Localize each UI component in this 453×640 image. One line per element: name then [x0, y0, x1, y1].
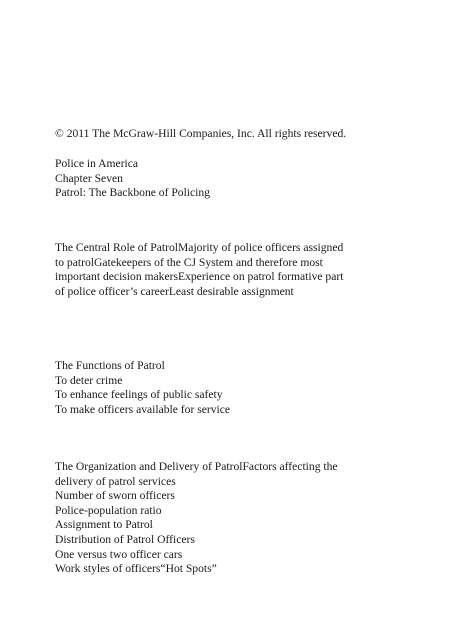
copyright-text: © 2011 The McGraw-Hill Companies, Inc. All rights reserved.: [55, 127, 347, 140]
list-item: Number of sworn officers: [55, 489, 175, 503]
list-item: Distribution of Patrol Officers: [55, 532, 195, 546]
book-title: Police in America: [55, 157, 139, 170]
chapter-number: Chapter Seven: [55, 171, 123, 185]
list-item: Assignment to Patrol: [55, 518, 153, 532]
list-item: To make officers available for service: [55, 402, 231, 416]
chapter-title: Patrol: The Backbone of Policing: [55, 186, 210, 200]
organization-delivery-list: [55, 460, 395, 577]
list-item: To enhance feelings of public safety: [55, 388, 223, 402]
paragraph-line: important decision makersExperience on patrol formative part: [55, 270, 344, 284]
section-heading-continuation: delivery of patrol services: [55, 474, 176, 488]
list-item: Police-population ratio: [55, 503, 162, 517]
chapter-title-block: [55, 157, 395, 201]
paragraph-line: of police officer’s careerLeast desirable assignment: [55, 284, 294, 298]
list-item: To deter crime: [55, 373, 123, 387]
copyright-notice: [55, 127, 395, 142]
list-item: One versus two officer cars: [55, 547, 183, 561]
central-role-paragraph: [55, 241, 395, 299]
list-item: Work styles of officers“Hot Spots”: [55, 562, 217, 576]
functions-of-patrol-list: [55, 359, 395, 417]
section-heading: The Organization and Delivery of PatrolFactors affecting the: [55, 460, 338, 473]
paragraph-line: The Central Role of PatrolMajority of police officers assigned: [55, 241, 344, 254]
paragraph-line: to patrolGatekeepers of the CJ System and therefore most: [55, 255, 323, 269]
section-heading: The Functions of Patrol: [55, 359, 165, 372]
